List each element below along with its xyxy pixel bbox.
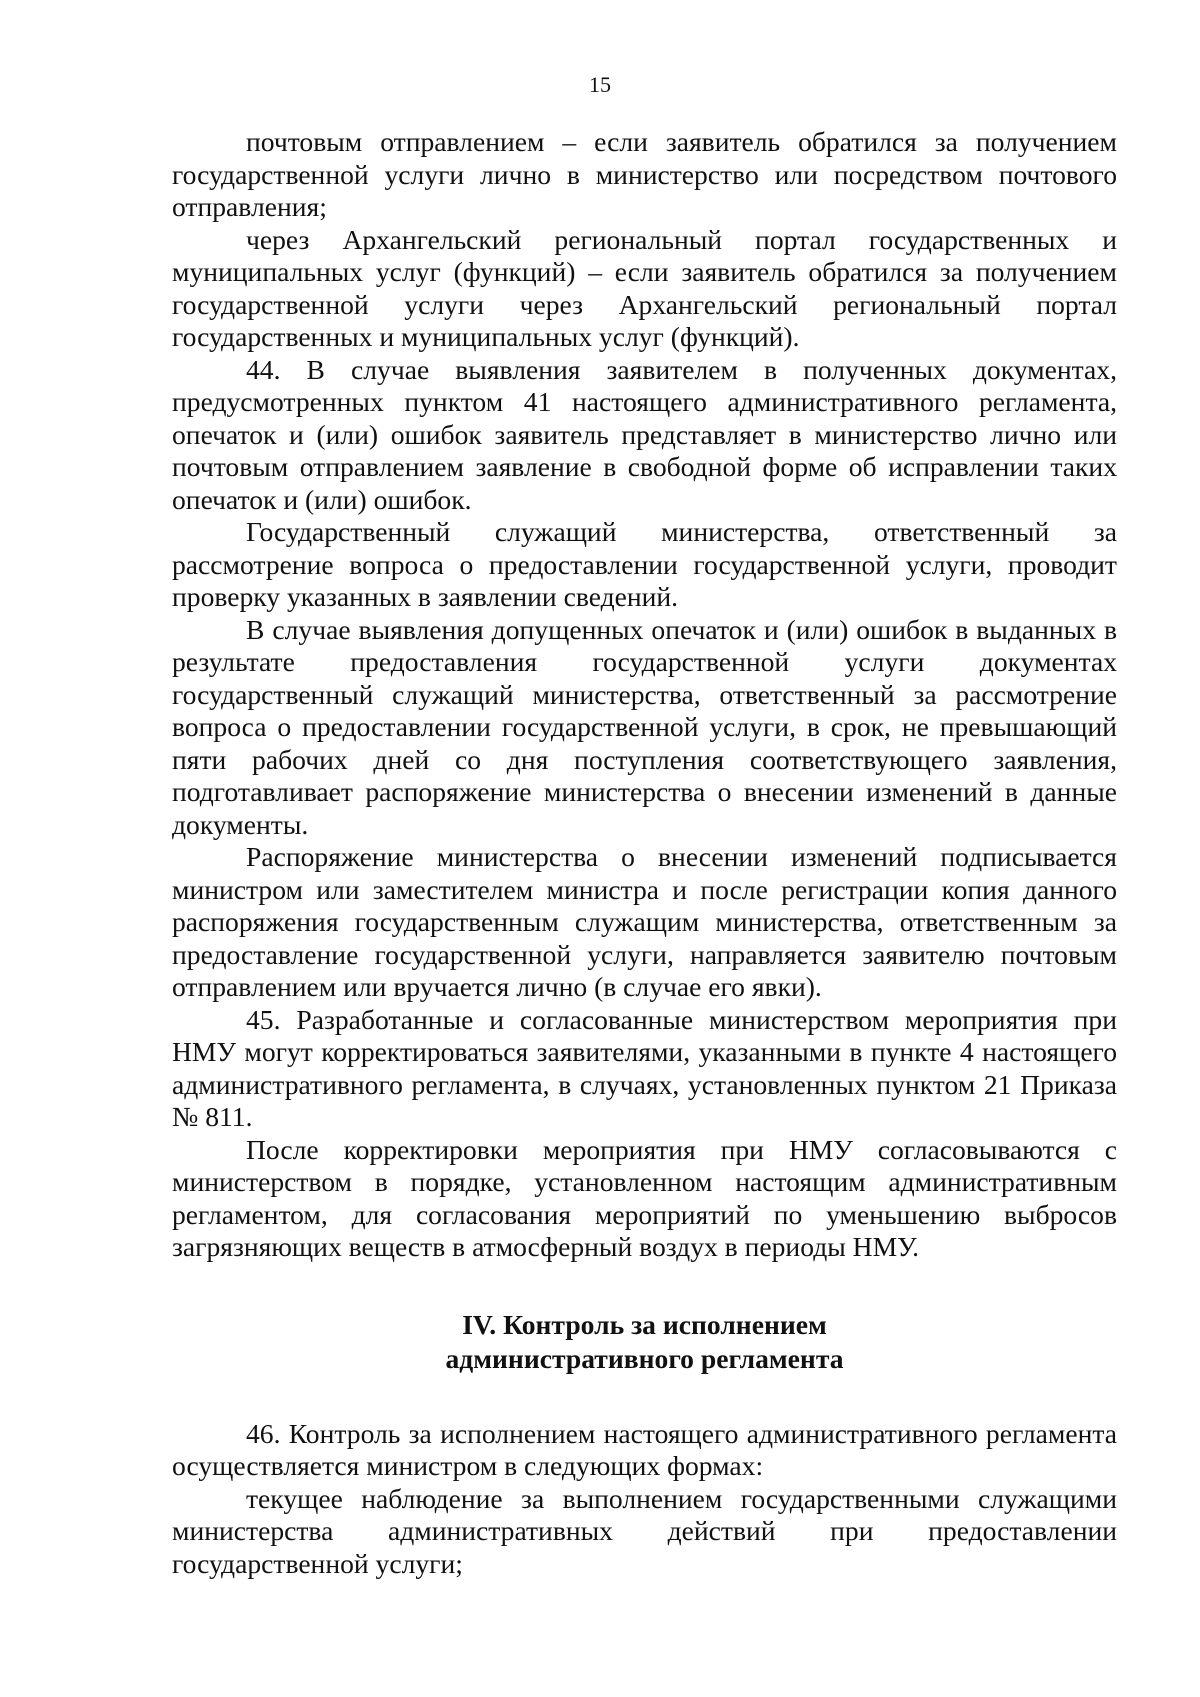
- paragraph-item-44: 44. В случае выявления заявителем в полученных документах, предусмотренных пунктом 41 настоящего административного регламента, опечаток и (или) ошибок заявитель представляет в министерство лично или почтовым отправлением заявление в свободной форме об исправлении таких опечаток и (или) ошибок.: [172, 353, 1117, 515]
- document-body: [172, 126, 1117, 1580]
- section-heading: [172, 1308, 1117, 1376]
- paragraph-after-adjustment: После корректировки мероприятия при НМУ согласовываются с министерством в порядке, установленном настоящим административным регламентом, для согласования мероприятий по уменьшению выбросов загрязняющих веществ в атмосферный воздух в периоды НМУ.: [172, 1133, 1117, 1262]
- paragraph-civil-servant-check: Государственный служащий министерства, ответственный за рассмотрение вопроса о предоставлении государственной услуги, проводит проверку указанных в заявлении сведений.: [172, 516, 1117, 612]
- paragraph-regional-portal: через Архангельский региональный портал государственных и муниципальных услуг (функций) – если заявитель обратился за получением государственной услуги через Архангельский региональный портал государственных и муниципальных услуг (функций).: [172, 223, 1117, 352]
- paragraph-item-45: 45. Разработанные и согласованные министерством мероприятия при НМУ могут корректироваться заявителями, указанными в пункте 4 настоящего административного регламента, в случаях, установленных пунктом 21 Приказа № 811.: [172, 1003, 1117, 1132]
- paragraph-item-46: 46. Контроль за исполнением настоящего административного регламента осуществляется министром в следующих формах:: [172, 1417, 1117, 1481]
- paragraph-errors-correction: В случае выявления допущенных опечаток и (или) ошибок в выданных в результате предоставления государственной услуги документах государственный служащий министерства, ответственный за рассмотрение вопроса о предоставлении государственной услуги, в срок, не превышающий пяти рабочих дней со дня поступления соответствующего заявления, подготавливает распоряжение министерства о внесении изменений в данные документы.: [172, 613, 1117, 840]
- section-heading-line-1: IV. Контроль за исполнением: [462, 1308, 827, 1340]
- page-number: 15: [589, 72, 611, 97]
- paragraph-order-signing: Распоряжение министерства о внесении изменений подписывается министром или заместителем министра и после регистрации копия данного распоряжения государственным служащим министерства, ответственным за предоставление государственной услуги, направляется заявителю почтовым отправлением или вручается лично (в случае его явки).: [172, 841, 1117, 1002]
- paragraph-current-monitoring: текущее наблюдение за выполнением государственными служащими министерства административных действий при предоставлении государственной услуги;: [172, 1482, 1117, 1579]
- section-heading-line-2: административного регламента: [445, 1342, 844, 1374]
- paragraph-postal-delivery: почтовым отправлением – если заявитель обратился за получением государственной услуги лично в министерство или посредством почтового отправления;: [172, 126, 1117, 222]
